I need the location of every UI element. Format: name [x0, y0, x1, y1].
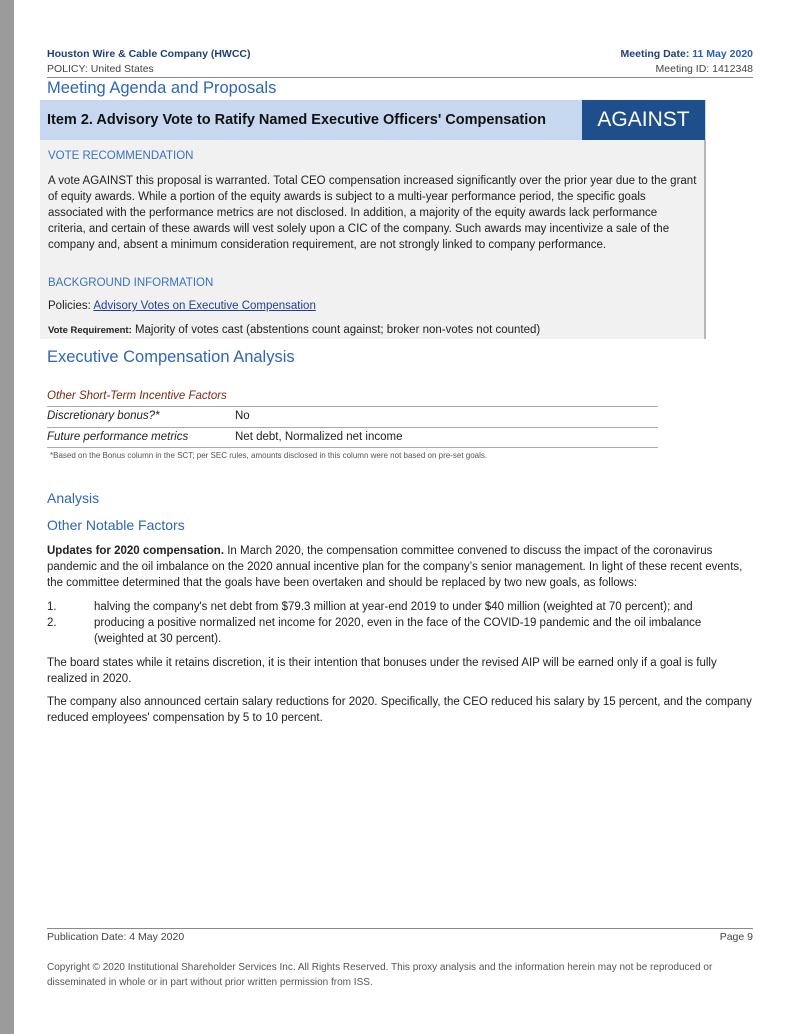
table-divider [47, 406, 658, 407]
verdict-badge: AGAINST [582, 100, 705, 140]
table-row-label: Discretionary bonus?* [47, 410, 160, 422]
header-row-1 [47, 48, 753, 60]
copyright-notice: Copyright © 2020 Institutional Shareholder Services Inc. All Rights Reserved. This proxy analysis and the information herein may not be reproduced or disseminated in whole or in part without prior written permission from ISS. [47, 962, 713, 988]
other-factors-heading: Other Notable Factors [47, 517, 185, 533]
company-name: Houston Wire & Cable Company (HWCC) [47, 48, 251, 60]
footer-divider [47, 928, 753, 929]
item-title: Item 2. Advisory Vote to Ratify Named Executive Officers' Compensation [47, 112, 546, 128]
board-paragraph: The board states while it retains discretion, it is their intention that bonuses under the revised AIP will be earned only if a goal is fully realized in 2020. [47, 657, 717, 685]
agenda-section-title: Meeting Agenda and Proposals [47, 79, 277, 97]
table-row-label: Future performance metrics [47, 431, 189, 443]
publication-date: Publication Date: 4 May 2020 [47, 931, 185, 943]
salary-paragraph: The company also announced certain salary reductions for 2020. Specifically, the CEO reduced his salary by 15 percent, and the company reduced employees' compensation by 5 to 10 percent. [47, 696, 752, 724]
meeting-id: Meeting ID: 1412348 [655, 63, 753, 75]
header-row-2 [47, 63, 753, 75]
table-footnote: *Based on the Bonus column in the SCT; per SEC rules, amounts disclosed in this column were not based on pre-set goals. [50, 451, 488, 460]
background-info-label: BACKGROUND INFORMATION [48, 277, 214, 289]
page-number: Page 9 [719, 931, 753, 943]
policies-line: Policies: Advisory Votes on Executive Compensation [48, 300, 316, 312]
vote-recommendation-label: VOTE RECOMMENDATION [48, 150, 194, 162]
table-divider [47, 427, 658, 428]
exec-comp-section-title: Executive Compensation Analysis [47, 348, 295, 366]
vote-recommendation-text: A vote AGAINST this proposal is warranted. Total CEO compensation increased significantly over the prior year due to the grant of equity awards. While a portion of the equity awards is subject to a multi-year performance period, the specific goals associated with the performance metrics are not disclosed. In addition, a majority of the equity awards lack performance criteria, and certain of these awards will vest solely upon a CIC of the company. Such awards may incentivize a sale of the company and, absent a minimum consideration requirement, are not strongly linked to company performance. [48, 175, 697, 251]
list-item: 2. producing a positive normalized net income for 2020, even in the face of the COVID-19 pandemic and the oil imbalance (weighted at 30 percent). [47, 617, 702, 645]
table-row-value: Net debt, Normalized net income [235, 431, 403, 443]
page-edge-bar [0, 0, 14, 1034]
policy-label: POLICY: United States [47, 63, 154, 75]
analysis-heading: Analysis [47, 490, 100, 506]
vote-requirement: Vote Requirement: Majority of votes cast (abstentions count against; broker non-votes not counted) [48, 324, 541, 336]
updates-paragraph: Updates for 2020 compensation. In March 2020, the compensation committee convened to discuss the impact of the coronavirus pandemic and the oil imbalance on the 2020 annual incentive plan for the company’s senior management. In light of these recent events, the committee determined that the goals have been overtaken and should be replaced by two new goals, as follows: [47, 545, 743, 589]
table-row-value: No [235, 410, 250, 422]
list-item: 1. halving the company's net debt from $79.3 million at year-end 2019 to under $40 million (weighted at 70 percent); and [47, 601, 693, 613]
header-divider [47, 77, 753, 78]
meeting-date: Meeting Date: 11 May 2020 [620, 48, 753, 60]
policies-link[interactable]: Advisory Votes on Executive Compensation [93, 300, 316, 312]
incentive-table-title: Other Short-Term Incentive Factors [47, 390, 227, 402]
table-divider [47, 447, 658, 448]
meeting-date-value: 11 May 2020 [692, 48, 753, 60]
